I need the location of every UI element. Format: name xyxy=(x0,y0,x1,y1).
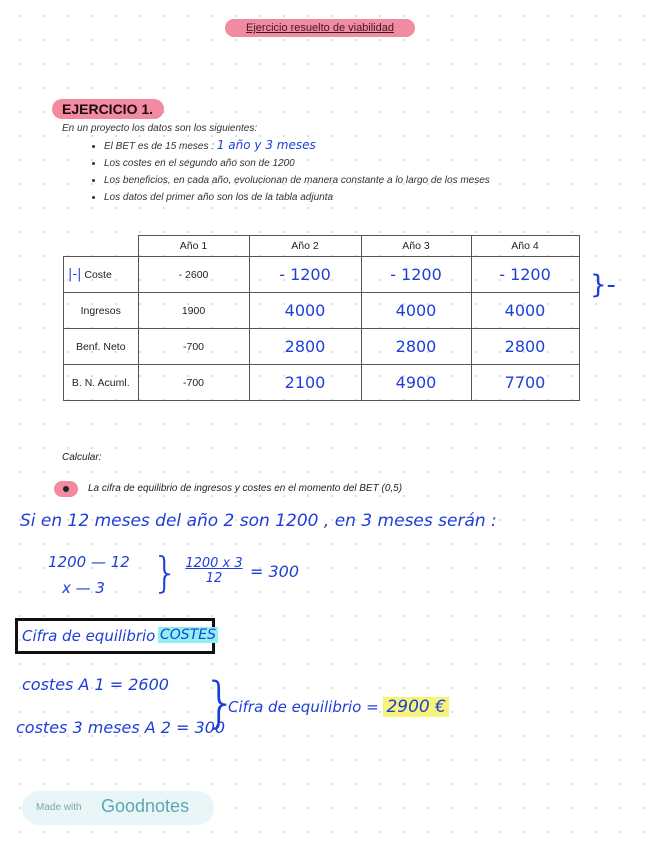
fraction xyxy=(183,556,245,586)
table-row xyxy=(64,257,580,293)
handwritten-equilibrio: Cifra de equilibrio = 2900 € xyxy=(228,697,449,717)
table-cell: 4000 xyxy=(471,293,579,329)
table-row xyxy=(64,329,580,365)
table-header: Año 3 xyxy=(361,236,471,257)
handwritten-rule-a: 1200 — 12 xyxy=(48,553,130,571)
handwritten-line-1: Si en 12 meses del año 2 son 1200 , en 3 meses serán : xyxy=(20,511,497,531)
bullet-item: • El BET es de 15 meses : 1 año y 3 meses xyxy=(104,137,490,155)
table-cell: - 1200 xyxy=(471,257,579,293)
exercise-heading: EJERCICIO 1. xyxy=(52,99,164,119)
handwritten-costes-2: costes 3 meses A 2 = 300 xyxy=(16,718,226,737)
table-cell: 4000 xyxy=(361,293,471,329)
bullet-item: • Los costes en el segundo año son de 1200 xyxy=(104,155,490,172)
table-cell: - 2600 xyxy=(138,257,249,293)
table-row xyxy=(64,293,580,329)
watermark-small-text: Made with xyxy=(36,802,82,813)
row-label: Ingresos xyxy=(64,293,139,329)
table-cell: 2800 xyxy=(471,329,579,365)
equilibrio-value: 2900 € xyxy=(383,697,448,717)
table-cell: - 1200 xyxy=(361,257,471,293)
fraction-denominator: 12 xyxy=(205,571,223,586)
table-cell: 2800 xyxy=(361,329,471,365)
row-label: Benf. Neto xyxy=(64,329,139,365)
data-bullet-list xyxy=(88,137,490,206)
boxed-heading-label: Cifra de equilibrio xyxy=(22,627,156,645)
handwritten-side-note: }- xyxy=(590,270,616,300)
document-title: Ejercicio resuelto de viabilidad xyxy=(225,19,415,37)
bullet-dot-icon xyxy=(63,486,69,492)
calcular-label: Calcular: xyxy=(62,452,102,463)
viability-table xyxy=(63,235,580,401)
brace-icon: } xyxy=(152,548,179,597)
table-header: Año 4 xyxy=(471,236,579,257)
row-label: B. N. Acuml. xyxy=(64,365,139,401)
table-cell: 7700 xyxy=(471,365,579,401)
table-header: Año 2 xyxy=(249,236,361,257)
table-cell: 4000 xyxy=(249,293,361,329)
boxed-heading xyxy=(15,618,215,654)
fraction-result: = 300 xyxy=(250,562,300,581)
table-header-blank xyxy=(64,236,139,257)
table-cell: -700 xyxy=(138,365,249,401)
calc-item: La cifra de equilibrio de ingresos y costes en el momento del BET (0,5) xyxy=(88,483,403,494)
bullet-item: • Los datos del primer año son los de la tabla adjunta xyxy=(104,189,490,206)
handwritten-rule-b: x — 3 xyxy=(62,579,105,597)
table-header-row xyxy=(64,236,580,257)
table-row xyxy=(64,365,580,401)
row-label: |-| Coste xyxy=(64,257,139,293)
boxed-heading-highlight: COSTES xyxy=(160,627,216,643)
fraction-numerator: 1200 x 3 xyxy=(185,556,243,571)
handwritten-costes-1: costes A 1 = 2600 xyxy=(22,675,169,694)
table-cell: -700 xyxy=(138,329,249,365)
brace-icon: } xyxy=(203,671,238,734)
table-cell: 4900 xyxy=(361,365,471,401)
table-header: Año 1 xyxy=(138,236,249,257)
table-cell: - 1200 xyxy=(249,257,361,293)
handwritten-marker: |-| xyxy=(68,267,82,282)
table-cell: 2800 xyxy=(249,329,361,365)
watermark-logo-text: Goodnotes xyxy=(101,796,190,816)
table-cell: 2100 xyxy=(249,365,361,401)
intro-text: En un proyecto los datos son los siguientes: xyxy=(62,123,258,134)
handwritten-note: 1 año y 3 meses xyxy=(216,138,316,152)
bullet-item: • Los beneficios, en cada año, evolucionan de manera constante a lo largo de los meses xyxy=(104,172,490,189)
bullet-marker xyxy=(54,481,78,497)
goodnotes-watermark[interactable] xyxy=(22,791,214,825)
table-cell: 1900 xyxy=(138,293,249,329)
